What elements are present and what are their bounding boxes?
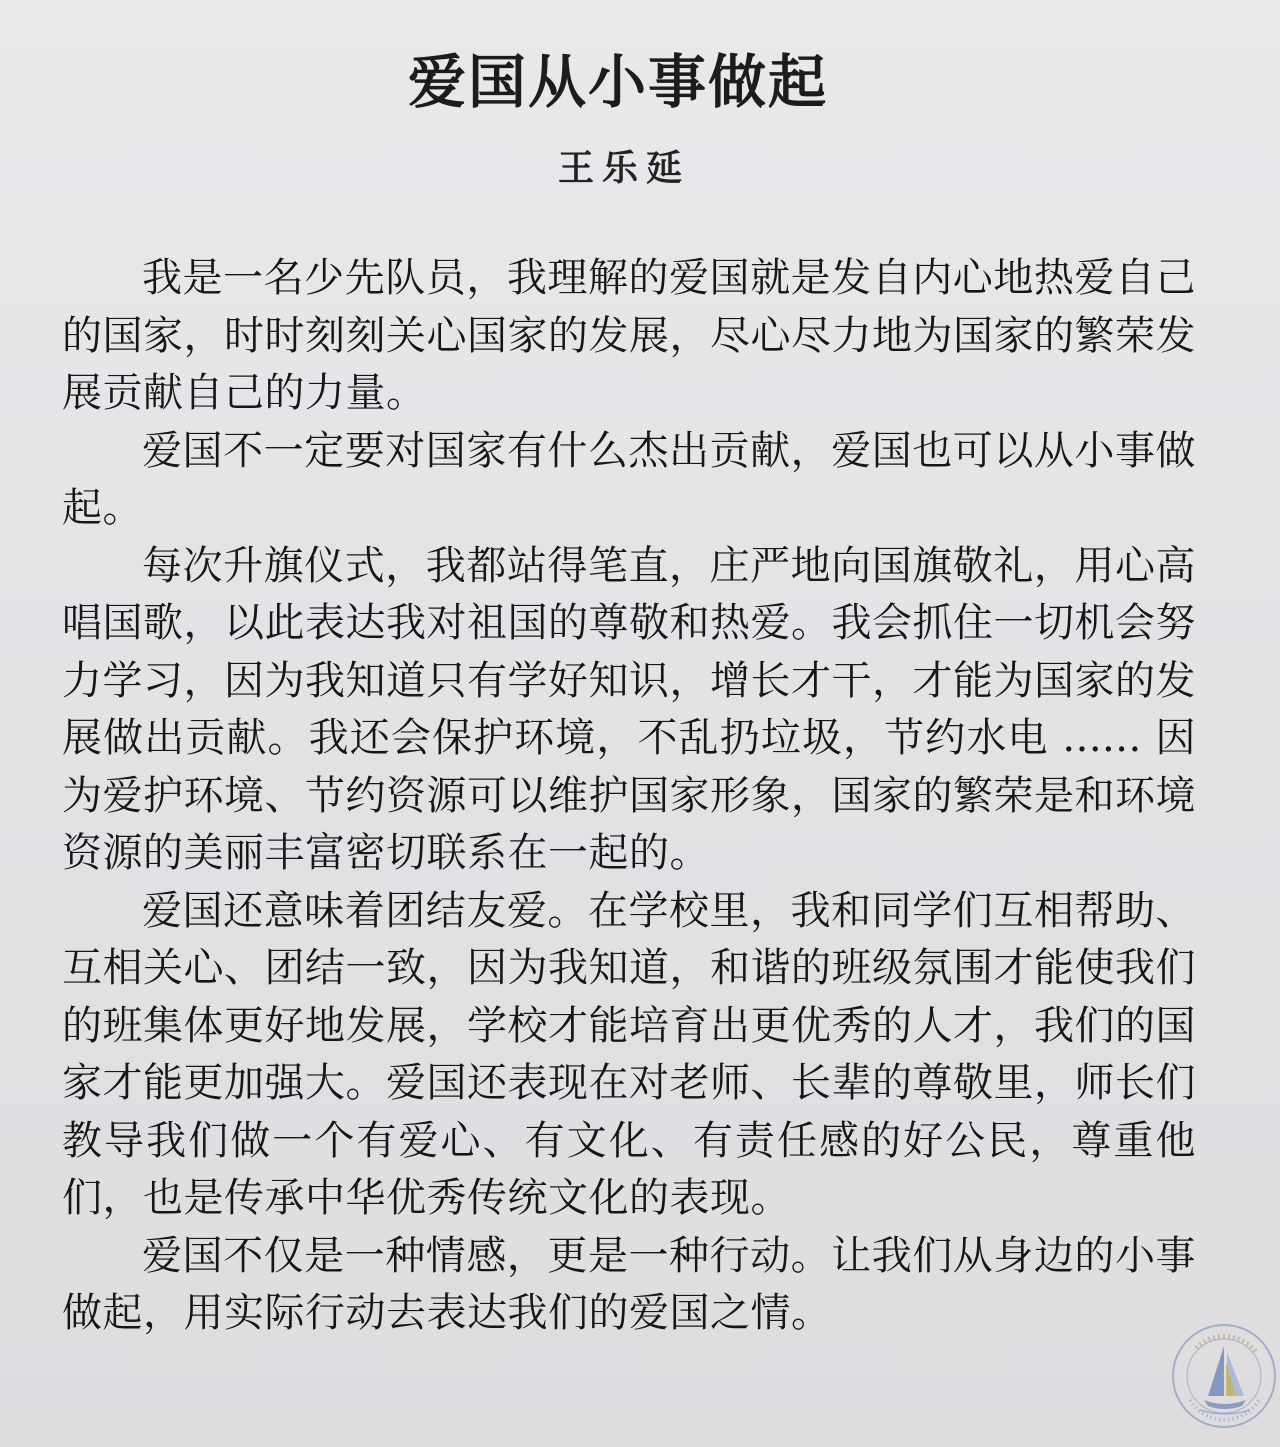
school-seal-icon: [1170, 1322, 1278, 1430]
paragraph: 爱国不仅是一种情感，更是一种行动。让我们从身边的小事做起，用实际行动去表达我们的爱国之情。: [62, 1232, 1196, 1336]
article-title: 爱国从小事做起: [407, 48, 828, 116]
paragraph: 每次升旗仪式，我都站得笔直，庄严地向国旗敬礼，用心高唱国歌，以此表达我对祖国的尊敬和热爱。我会抓住一切机会努力学习，因为我知道只有学好知识，增长才干，才能为国家的发展做出贡献。我还会保护环境，不乱扔垃圾，节约水电 ...... 因为爱护环境、节约资源可以维护国家形象，国家的繁荣是和环境资源的美丽丰富密切联系在一起的。: [62, 542, 1196, 876]
article-author: 王乐延: [557, 147, 690, 189]
paragraph: 爱国还意味着团结友爱。在学校里，我和同学们互相帮助、互相关心、团结一致，因为我知道，和谐的班级氛围才能使我们的班集体更好地发展，学校才能培育出更优秀的人才，我们的国家才能更加强大。爱国还表现在对老师、长辈的尊敬里，师长们教导我们做一个有爱心、有文化、有责任感的好公民，尊重他们，也是传承中华优秀传统文化的表现。: [62, 887, 1196, 1221]
article-body: [62, 250, 1196, 1343]
paragraph: 我是一名少先队员，我理解的爱国就是发自内心地热爱自己的国家，时时刻刻关心国家的发展，尽心尽力地为国家的繁荣发展贡献自己的力量。: [62, 255, 1196, 416]
paragraph: 爱国不一定要对国家有什么杰出贡献，爱国也可以从小事做起。: [62, 427, 1196, 531]
